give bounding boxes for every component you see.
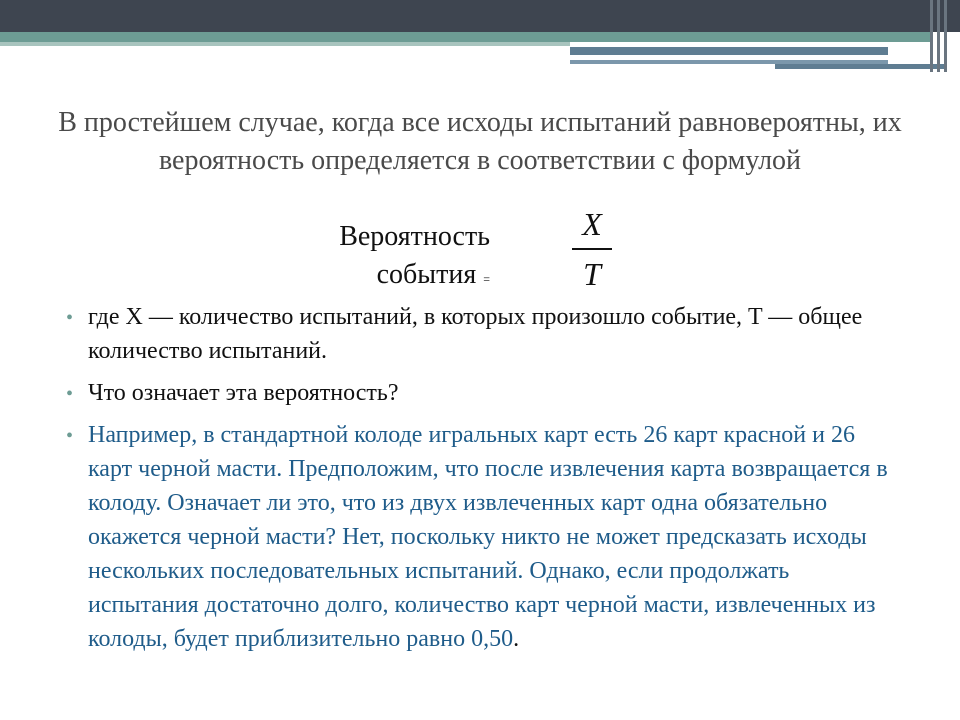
list-item (60, 418, 890, 656)
decorative-bar (570, 47, 888, 55)
bullet-end-period: . (513, 626, 520, 652)
decorative-rule (944, 0, 947, 72)
formula-label (300, 218, 490, 298)
decorative-rule (930, 0, 933, 72)
fraction-bar (572, 248, 612, 250)
bullet-icon: • (66, 425, 74, 447)
formula-numerator: X (582, 206, 602, 242)
decorative-rule (937, 0, 940, 72)
decorative-bar (775, 64, 945, 69)
bullet-text: Например, в стандартной колоде игральных карт есть 26 карт красной и 26 карт черной масти. Предположим, что после извлечения карта возвращается в колоду. Означает ли это, что из двух извлеченных карт одна обязательно окажется черной масти? Нет, поскольку никто не может предсказать исходы нескольких последовательных испытаний. Однако, если продолжать испытания достаточно долго, количество карт черной масти, извлеченных из колоды, будет приблизительно равно 0,50 (88, 422, 888, 652)
formula-denominator: T (583, 256, 601, 292)
bullet-text: Что означает эта вероятность? (88, 380, 399, 406)
header-teal-line (0, 42, 570, 46)
bullet-text: где X — количество испытаний, в которых произошло событие, T — общее количество испытаний. (88, 304, 863, 364)
bullet-icon: • (66, 383, 74, 405)
formula-label-line2: события (376, 259, 477, 290)
list-item (60, 376, 890, 410)
slide-title: В простейшем случае, когда все исходы испытаний равновероятны, их вероятность определяется в соответствии с формулой (58, 107, 902, 176)
bullet-list (60, 300, 890, 664)
top-header-bar (0, 0, 960, 32)
formula-fraction (572, 204, 612, 294)
header-teal-strip (0, 32, 930, 42)
bullet-icon: • (66, 307, 74, 329)
list-item (60, 300, 890, 368)
formula-label-line1: Вероятность (339, 221, 490, 252)
formula-equals: = (483, 272, 490, 286)
